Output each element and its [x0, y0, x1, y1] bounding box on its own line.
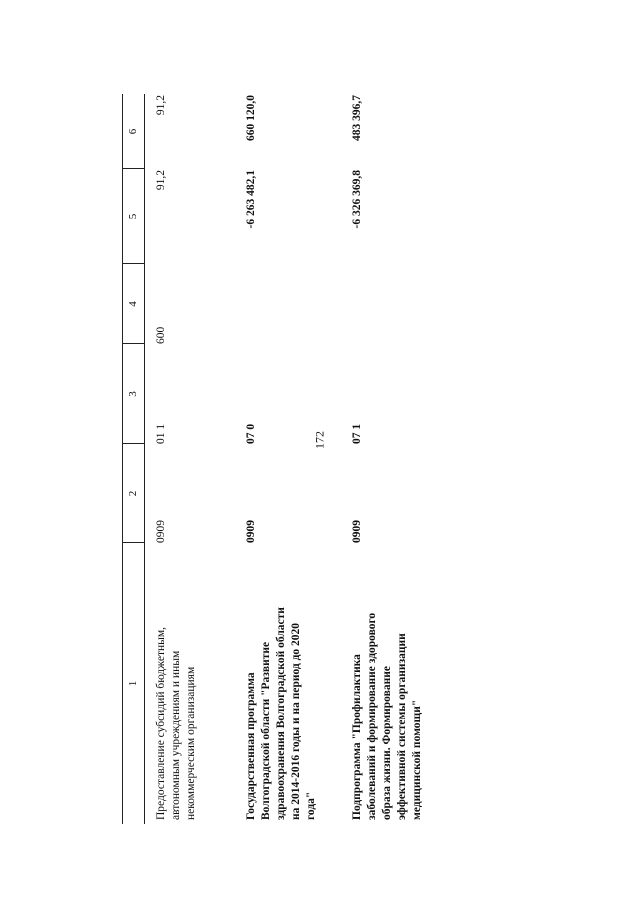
- page-number: 172: [312, 431, 327, 449]
- row-section-code: 0909: [351, 519, 363, 543]
- row-name: Подпрограмма "Профилактика заболеваний и формирование здорового образа жизни. Формирование эффективной системы организации медицинской помощи": [351, 612, 423, 820]
- row-expense-type: 600: [155, 326, 167, 344]
- column-header-2: 2: [127, 490, 139, 496]
- row-total-amount: 660 120,0: [245, 94, 257, 141]
- row-change-amount: 91,2: [155, 169, 167, 190]
- row-section-code: 0909: [155, 519, 167, 543]
- row-total-amount: 483 396,7: [351, 94, 363, 141]
- column-header-5: 5: [127, 213, 139, 219]
- column-header-1: 1: [127, 680, 139, 686]
- row-change-amount: -6 263 482,1: [245, 169, 257, 228]
- row-program-code: 07 1: [351, 423, 363, 444]
- header-bottom-rule: [144, 94, 145, 824]
- row-name: Государственная программа Волгоградской области "Развитие здравоохранения Волгоградской области на 2014-2016 годы и на период до 2020 года": [245, 606, 317, 820]
- budget-table: [122, 94, 438, 824]
- column-header-6: 6: [127, 128, 139, 134]
- column-header-4: 4: [127, 300, 139, 307]
- row-program-code: 01 1: [155, 423, 167, 444]
- column-header-3: 3: [127, 390, 139, 397]
- row-section-code: 0909: [245, 519, 257, 543]
- row-name: Предоставление субсидий бюджетным, автономным учреждениям и иным некоммерческим организациям: [155, 626, 197, 820]
- row-total-amount: 91,2: [155, 94, 167, 115]
- row-change-amount: -6 326 369,8: [351, 169, 363, 228]
- row-program-code: 07 0: [245, 423, 257, 444]
